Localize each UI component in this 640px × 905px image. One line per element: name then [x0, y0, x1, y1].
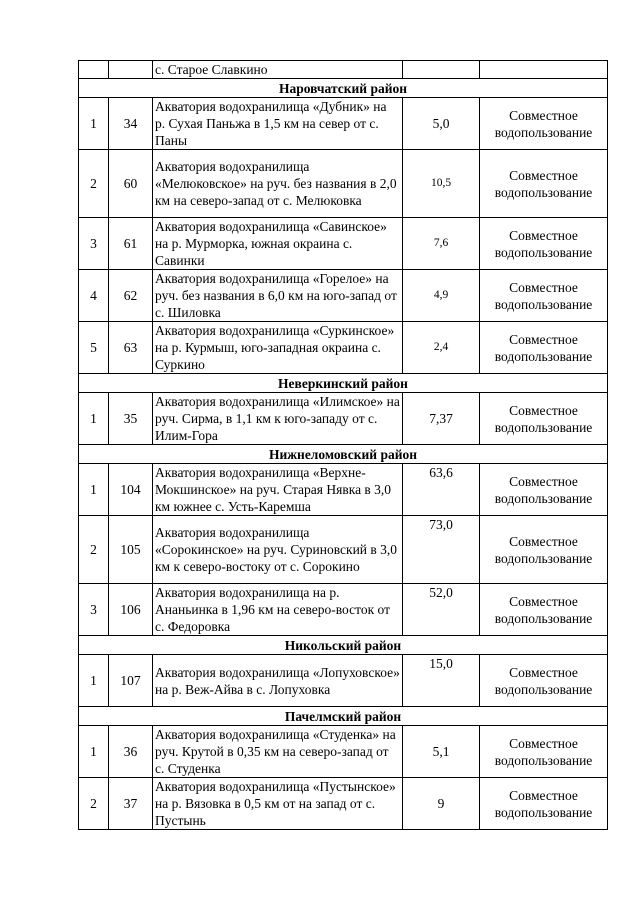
table-row: [79, 393, 608, 445]
row-code-cell: 61: [109, 218, 153, 270]
row-description-cell: Акватория водохранилища «Сорокинское» на руч. Суриновский в 3,0 км к северо-востоку от с. Сорокино: [153, 516, 403, 584]
district-name: Наровчатский район: [79, 79, 608, 98]
row-use-cell: Совместное водопользование: [480, 393, 608, 445]
table-row: [79, 150, 608, 218]
row-description-cell: Акватория водохранилища «Лопуховское» на р. Веж-Айва в с. Лопуховка: [153, 655, 403, 707]
district-header-row: [79, 636, 608, 655]
row-use-cell: [480, 61, 608, 79]
table-row-continuation: [79, 61, 608, 79]
row-use-cell: Совместное водопользование: [480, 98, 608, 150]
row-area-cell: 5,1: [403, 726, 480, 778]
row-use-cell: Совместное водопользование: [480, 218, 608, 270]
row-area-cell: 2,4: [403, 322, 480, 374]
table-row: [79, 516, 608, 584]
table-row: [79, 655, 608, 707]
row-use-cell: Совместное водопользование: [480, 726, 608, 778]
district-header-row: [79, 707, 608, 726]
row-area-cell: [403, 61, 480, 79]
row-number-cell: 5: [79, 322, 109, 374]
district-header-row: [79, 445, 608, 464]
row-code-cell: 105: [109, 516, 153, 584]
row-code-cell: 60: [109, 150, 153, 218]
district-header-row: [79, 79, 608, 98]
row-description-cell: Акватория водохранилища «Мелюковское» на руч. без названия в 2,0 км на северо-запад от с. Мелюковка: [153, 150, 403, 218]
table-body: [79, 61, 608, 830]
row-use-cell: Совместное водопользование: [480, 655, 608, 707]
row-code-cell: 37: [109, 778, 153, 830]
row-area-cell: 73,0: [403, 516, 480, 584]
row-description-cell: Акватория водохранилища «Пустынское» на р. Вязовка в 0,5 км от на запад от с. Пустынь: [153, 778, 403, 830]
row-description-cell: с. Старое Славкино: [153, 61, 403, 79]
row-number-cell: 2: [79, 516, 109, 584]
row-code-cell: 36: [109, 726, 153, 778]
row-area-cell: 63,6: [403, 464, 480, 516]
row-code-cell: 106: [109, 584, 153, 636]
row-number-cell: 1: [79, 464, 109, 516]
row-area-cell: 4,9: [403, 270, 480, 322]
row-area-cell: 52,0: [403, 584, 480, 636]
row-description-cell: Акватория водохранилища «Верхне-Мокшинское» на руч. Старая Нявка в 3,0 км южнее с. Усть-Каремша: [153, 464, 403, 516]
water-bodies-table: [78, 60, 608, 830]
row-number-cell: 2: [79, 778, 109, 830]
row-description-cell: Акватория водохранилища на р. Ананьинка в 1,96 км на северо-восток от с. Федоровка: [153, 584, 403, 636]
row-use-cell: Совместное водопользование: [480, 322, 608, 374]
district-name: Никольский район: [79, 636, 608, 655]
row-area-cell: 10,5: [403, 150, 480, 218]
row-code-cell: 63: [109, 322, 153, 374]
row-description-cell: Акватория водохранилища «Горелое» на руч. без названия в 6,0 км на юго-запад от с. Шиловка: [153, 270, 403, 322]
district-header-row: [79, 374, 608, 393]
table-row: [79, 778, 608, 830]
district-name: Пачелмский район: [79, 707, 608, 726]
table-row: [79, 322, 608, 374]
row-use-cell: Совместное водопользование: [480, 516, 608, 584]
row-use-cell: Совместное водопользование: [480, 778, 608, 830]
row-use-cell: Совместное водопользование: [480, 584, 608, 636]
row-description-cell: Акватория водохранилища «Студенка» на руч. Крутой в 0,35 км на северо-запад от с. Студенка: [153, 726, 403, 778]
row-code-cell: 35: [109, 393, 153, 445]
row-number-cell: 1: [79, 726, 109, 778]
row-use-cell: Совместное водопользование: [480, 150, 608, 218]
row-number-cell: 3: [79, 584, 109, 636]
district-name: Неверкинский район: [79, 374, 608, 393]
table-row: [79, 98, 608, 150]
row-code-cell: 34: [109, 98, 153, 150]
row-number-cell: 3: [79, 218, 109, 270]
row-number-cell: 4: [79, 270, 109, 322]
row-area-cell: 15,0: [403, 655, 480, 707]
row-number-cell: [79, 61, 109, 79]
table-row: [79, 464, 608, 516]
row-area-cell: 5,0: [403, 98, 480, 150]
row-number-cell: 1: [79, 393, 109, 445]
table-row: [79, 218, 608, 270]
row-code-cell: 62: [109, 270, 153, 322]
row-number-cell: 1: [79, 655, 109, 707]
table-row: [79, 584, 608, 636]
table-row: [79, 726, 608, 778]
row-description-cell: Акватория водохранилища «Дубник» на р. Сухая Паньжа в 1,5 км на север от с. Паны: [153, 98, 403, 150]
row-description-cell: Акватория водохранилища «Савинское» на р. Мурморка, южная окраина с. Савинки: [153, 218, 403, 270]
row-description-cell: Акватория водохранилища «Суркинское» на р. Курмыш, юго-западная окраина с. Суркино: [153, 322, 403, 374]
row-area-cell: 9: [403, 778, 480, 830]
row-use-cell: Совместное водопользование: [480, 464, 608, 516]
row-number-cell: 1: [79, 98, 109, 150]
row-use-cell: Совместное водопользование: [480, 270, 608, 322]
row-number-cell: 2: [79, 150, 109, 218]
table-row: [79, 270, 608, 322]
district-name: Нижнеломовский район: [79, 445, 608, 464]
row-area-cell: 7,6: [403, 218, 480, 270]
row-code-cell: [109, 61, 153, 79]
row-code-cell: 104: [109, 464, 153, 516]
row-area-cell: 7,37: [403, 393, 480, 445]
row-code-cell: 107: [109, 655, 153, 707]
row-description-cell: Акватория водохранилища «Илимское» на руч. Сирма, в 1,1 км к юго-западу от с. Илим-Гора: [153, 393, 403, 445]
